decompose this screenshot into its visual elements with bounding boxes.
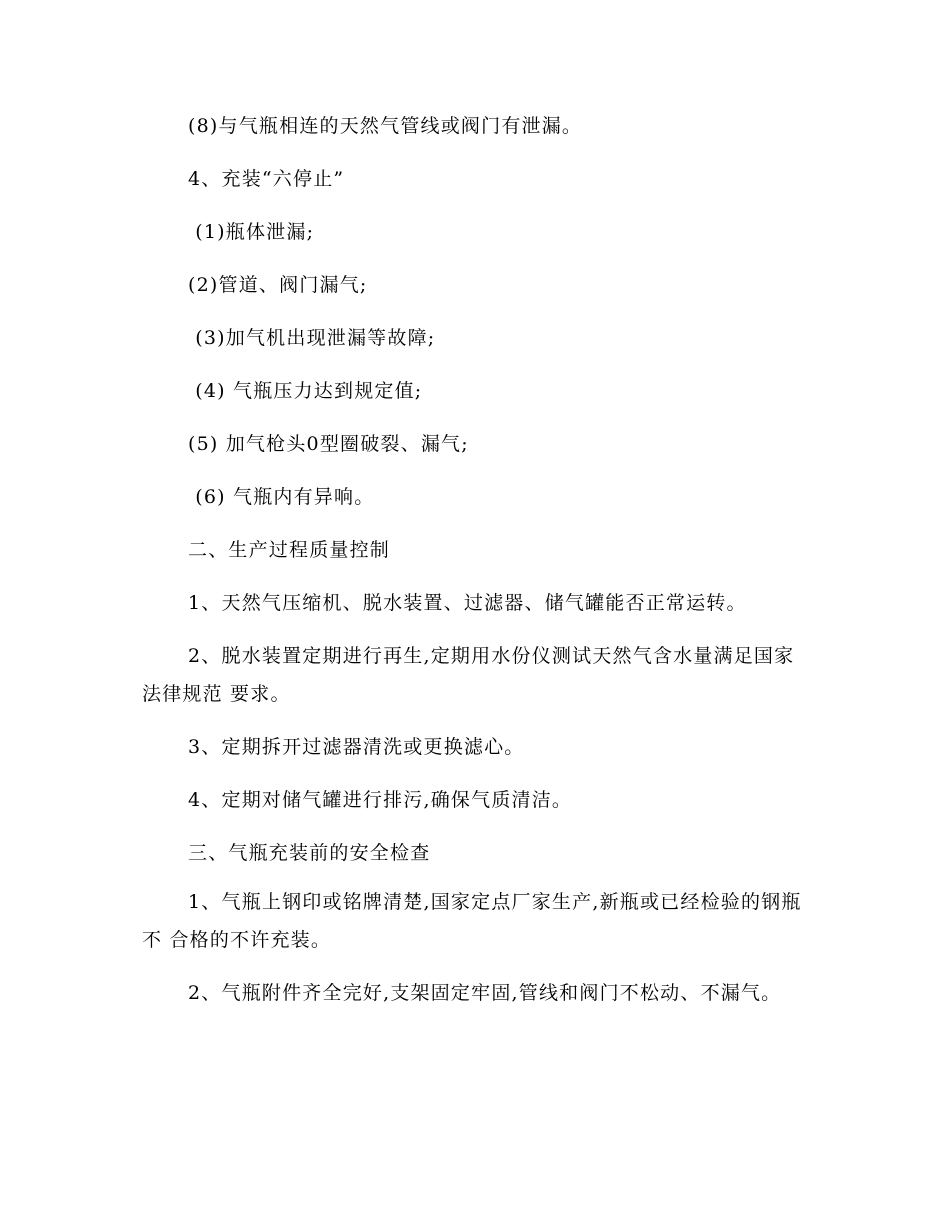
paragraph-qc-item-3: 3、定期拆开过滤器清洗或更换滤心。 (188, 736, 525, 758)
paragraph-stop-item-6: (6) 气瓶内有异响。 (188, 486, 375, 508)
paragraph-stop-item-3: (3)加气机出现泄漏等故障; (188, 327, 436, 349)
paragraph-stop-item-5: (5) 加气枪头0型圈破裂、漏气; (188, 433, 469, 455)
section-heading-safety-check: 三、气瓶充装前的安全检查 (188, 842, 431, 864)
paragraph-qc-item-1: 1、天然气压缩机、脱水装置、过滤器、储气罐能否正常运转。 (188, 592, 747, 614)
paragraph-stop-item-4: (4) 气瓶压力达到规定值; (188, 380, 423, 402)
paragraph-stop-item-1: (1)瓶体泄漏; (188, 221, 315, 243)
paragraph-check-item-2: 2、气瓶附件齐全完好,支架固定牢固,管线和阀门不松动、不漏气。 (188, 982, 782, 1004)
paragraph-qc-item-4: 4、定期对储气罐进行排污,确保气质清洁。 (188, 789, 573, 811)
heading-six-stops: 4、充装“六停止” (188, 168, 345, 190)
paragraph-check-item-1: 1、气瓶上钢印或铭牌清楚,国家定点厂家生产,新瓶或已经检验的钢瓶不 合格的不许充装。 (142, 891, 802, 951)
section-heading-quality-control: 二、生产过程质量控制 (188, 539, 391, 561)
paragraph-stop-item-2: (2)管道、阀门漏气; (188, 274, 368, 296)
paragraph-leak-item-8: (8)与气瓶相连的天然气管线或阀门有泄漏。 (188, 115, 583, 137)
paragraph-qc-item-2: 2、脱水装置定期进行再生,定期用水份仪测试天然气含水量满足国家法律规范 要求。 (142, 645, 795, 705)
